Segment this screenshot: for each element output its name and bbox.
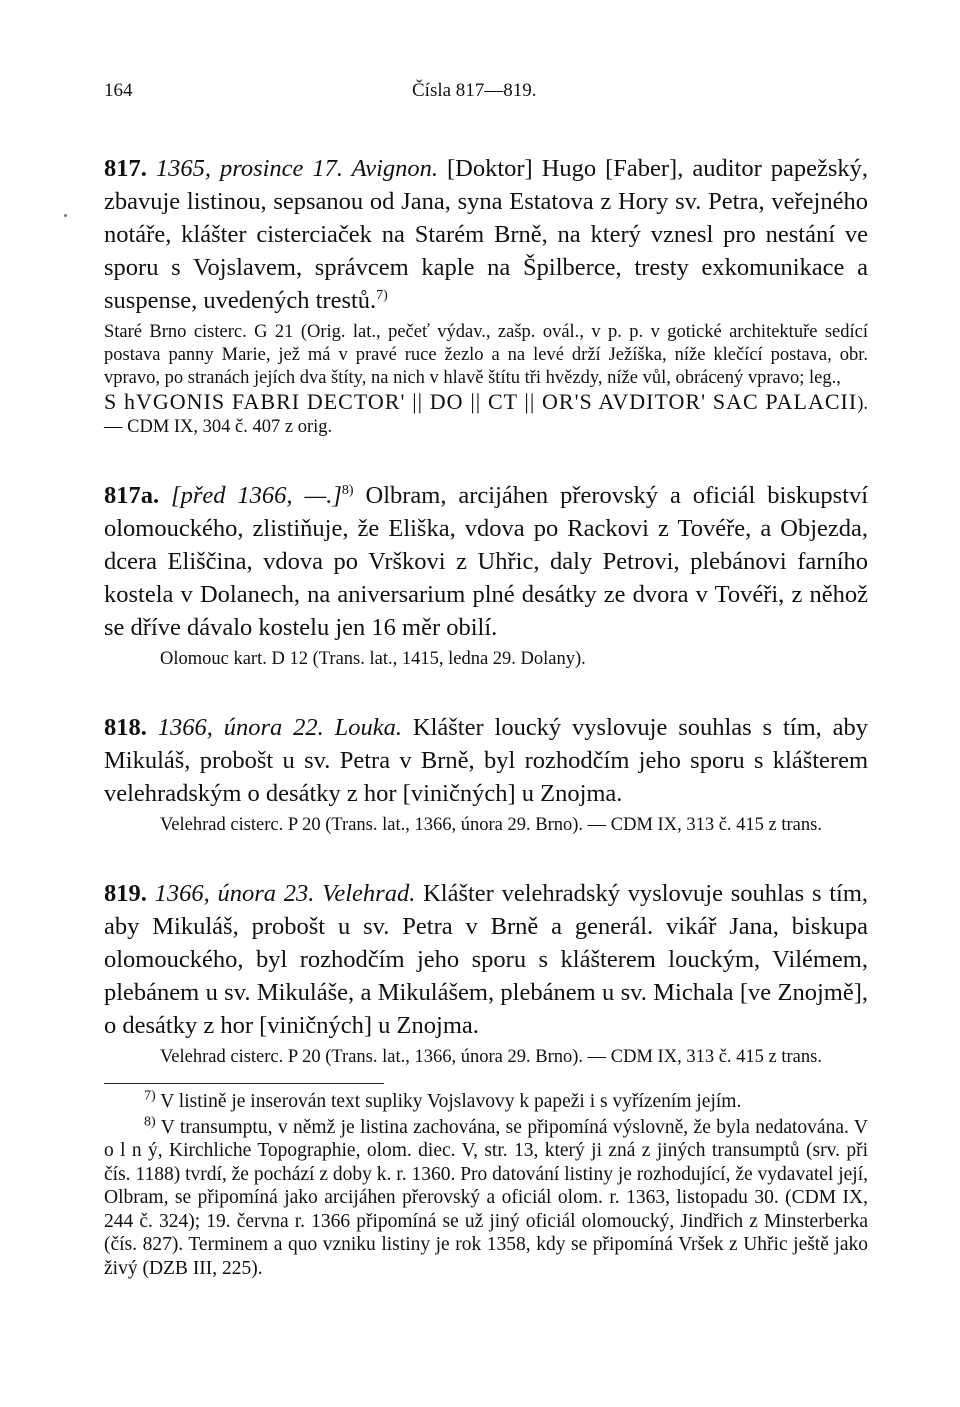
entry-text [104, 877, 868, 1042]
entry-number: 817a. [104, 482, 160, 509]
footnote-8 [104, 1116, 868, 1281]
source-text: Velehrad cisterc. P 20 (Trans. lat., 1366, února 29. Brno). — CDM IX, 313 č. 415 z trans. [160, 1047, 822, 1067]
source-text: Staré Brno cisterc. G 21 (Orig. lat., pečeť výdav., zašp. ovál., v p. p. v gotické architektuře sedící postava panny Marie, jež má v pravé ruce žezlo a na levé drží Ježíška, níže klečící postava, obr. vpravo, po stranách jejích dva štíty, na nich v hlavě štítu tři hvězdy, níže vůl, obrácený vpravo; leg., [104, 322, 868, 388]
footnote-text: V listině je inserován text supliky Vojslavovy k papeži i s vyřízením jejím. [160, 1091, 742, 1112]
footnote-ref: 8) [341, 482, 354, 498]
footnote-ref: 7) [376, 287, 388, 303]
entry-date: 1366, února 23. Velehrad. [154, 880, 416, 907]
entry-body: Klášter velehradský vyslovuje souhlas s tím, aby Mikuláš, probošt u sv. Petra v Brně a generál. vikář Jana, biskupa olomouckého, byl rozhodčím jeho sporu s klášterem louckým, Vilémem, plebánem u sv. Mikuláše, a Mikulášem, plebánem u sv. Michala [ve Znojmě], o desátky z hor [viničných] u Znojma. [104, 880, 869, 1039]
entry-date: 1365, prosince 17. Avignon. [155, 155, 438, 182]
page-title: Čísla 817—819. [412, 80, 537, 101]
entry-number: 818. [104, 714, 147, 741]
entry-source [104, 814, 868, 837]
page-number: 164 [104, 80, 133, 101]
entry-body: [Doktor] Hugo [Faber], auditor papežský, zbavuje listinou, sepsanou od Jana, syna Estatova z Hory sv. Petra, veřejného notáře, klášter cisterciaček na Starém Brně, na který vznesl pro nestání ve sporu s Vojslavem, správcem kaple na Špilberce, tresty exkomunikace a suspense, uvedených trestů. [104, 155, 868, 314]
footnote-mark: 8) [144, 1114, 156, 1129]
entry-818 [104, 711, 868, 837]
entry-body: Klášter loucký vyslovuje souhlas s tím, aby Mikuláš, probošt u sv. Petra v Brně, byl rozhodčím jeho sporu s klášterem velehradským o desátky z hor [viničných] u Znojma. [104, 714, 868, 807]
entry-source [104, 1046, 868, 1069]
entry-date: 1366, února 22. Louka. [157, 714, 403, 741]
entry-body: Olbram, arcijáhen přerovský a oficiál biskupství olomouckého, zlistiňuje, že Eliška, vdova po Rackovi z Tovéře, a Objezda, dcera Eliščina, vdova po Vrškovi z Uhřic, daly Petrovi, plebánovi farního kostela v Dolanech, na aniversarium plné desátky ze dvora v Tovéři, z něhož se dříve dávalo kostelu jen 16 měr obilí. [104, 482, 869, 641]
document-page [104, 72, 868, 1282]
footnotes [104, 1090, 868, 1280]
source-end: ). — CDM IX, 304 č. 407 z orig. [104, 394, 868, 437]
footnote-mark: 7) [144, 1088, 156, 1104]
running-head [104, 72, 868, 112]
entry-date: [před 1366, —.] [171, 482, 342, 509]
entry-source [104, 321, 868, 439]
entry-number: 817. [104, 155, 147, 182]
footnote-7 [104, 1090, 868, 1114]
entry-text [104, 152, 868, 317]
entry-source [104, 648, 868, 671]
seal-legend: S hVGONIS FABRI DECTOR' || DO || CT || OR'S AVDITOR' SAC PALACII [104, 389, 858, 414]
entry-817a [104, 479, 868, 671]
margin-mark [64, 214, 67, 217]
entry-text [104, 711, 868, 810]
entry-text [104, 479, 868, 644]
source-text: Velehrad cisterc. P 20 (Trans. lat., 1366, února 29. Brno). — CDM IX, 313 č. 415 z trans. [160, 815, 822, 835]
footnote-text: V transumptu, v němž je listina zachována, se připomíná výslovně, že byla nedatována. V o l n ý, Kirchliche Topographie, olom. diec. V, str. 13, který ji zná z jiných transumptů (srv. při čís. 1188) tvrdí, že pochází z doby k. r. 1360. Pro datování listiny je rozhodující, že vydavatel její, Olbram, se připomíná jako arcijáhen přerovský a oficiál olom. r. 1363, listopadu 30. (CDM IX, 244 č. 324); 19. června r. 1366 připomíná se už jiný oficiál olomoucký, Jindřich z Minsterberka (čís. 827). Terminem a quo vzniku listiny je rok 1358, kdy se připomíná Vršek z Uhřic ještě jako živý (DZB III, 225). [104, 1116, 868, 1279]
entry-number: 819. [104, 880, 147, 907]
entry-819 [104, 877, 868, 1069]
footnote-rule [104, 1083, 384, 1084]
entry-817 [104, 152, 868, 439]
source-text: Olomouc kart. D 12 (Trans. lat., 1415, ledna 29. Dolany). [160, 649, 586, 669]
